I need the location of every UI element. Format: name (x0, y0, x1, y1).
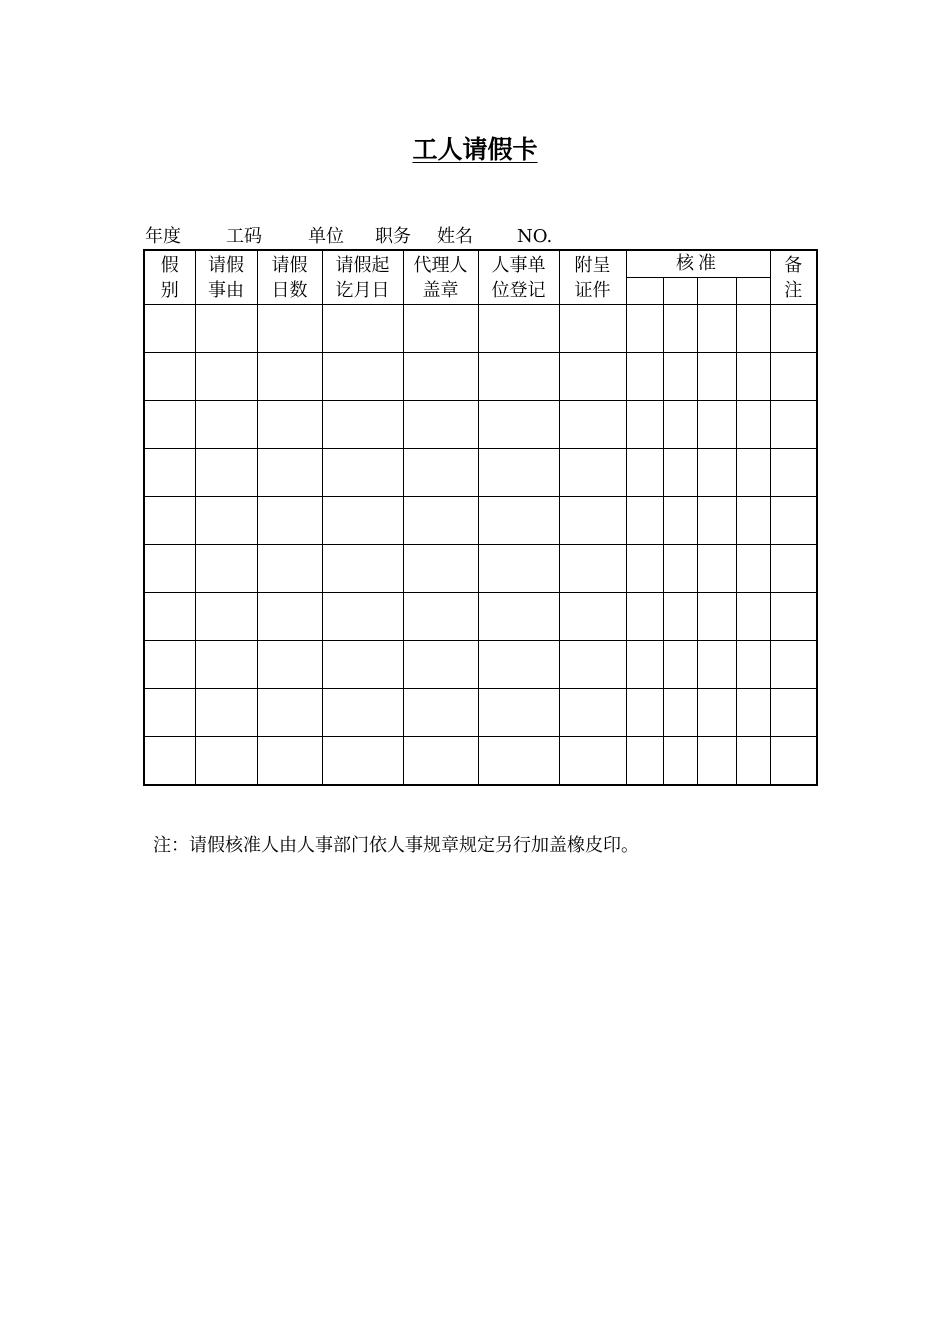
table-cell[interactable] (697, 641, 736, 689)
work-id-label: 工码 (226, 226, 262, 247)
approval-sub-cell (697, 278, 736, 305)
table-cell[interactable] (144, 737, 195, 786)
table-cell[interactable] (770, 401, 817, 449)
table-cell[interactable] (195, 593, 257, 641)
table-row (144, 353, 817, 401)
header-line: 代理人 (413, 255, 468, 276)
table-cell[interactable] (663, 689, 697, 737)
table-cell[interactable] (257, 737, 322, 786)
table-cell[interactable] (626, 593, 663, 641)
header-line: 请假 (208, 255, 244, 276)
header-line: 人事单 (491, 255, 546, 276)
table-row (144, 641, 817, 689)
table-cell[interactable] (257, 641, 322, 689)
table-cell[interactable] (403, 305, 478, 353)
table-cell[interactable] (770, 449, 817, 497)
table-cell[interactable] (663, 353, 697, 401)
unit-label: 单位 (308, 226, 344, 247)
header-approval: 核准 (626, 250, 770, 278)
header-proxy-seal (403, 250, 478, 305)
header-leave-days (257, 250, 322, 305)
table-cell[interactable] (478, 449, 559, 497)
table-cell[interactable] (403, 689, 478, 737)
table-cell[interactable] (195, 305, 257, 353)
table-cell[interactable] (144, 449, 195, 497)
table-cell[interactable] (736, 497, 770, 545)
table-cell[interactable] (322, 449, 403, 497)
table-cell[interactable] (195, 353, 257, 401)
table-cell[interactable] (663, 497, 697, 545)
table-cell[interactable] (144, 497, 195, 545)
table-cell[interactable] (663, 641, 697, 689)
table-cell[interactable] (559, 305, 626, 353)
name-label: 姓名 (437, 226, 473, 247)
table-cell[interactable] (770, 545, 817, 593)
table-cell[interactable] (770, 641, 817, 689)
approval-sub-cell (736, 278, 770, 305)
table-cell[interactable] (144, 401, 195, 449)
table-cell[interactable] (144, 353, 195, 401)
table-cell[interactable] (770, 305, 817, 353)
table-row (144, 737, 817, 786)
table-cell[interactable] (144, 593, 195, 641)
table-cell[interactable] (663, 305, 697, 353)
table-cell[interactable] (144, 641, 195, 689)
table-cell[interactable] (403, 353, 478, 401)
table-cell[interactable] (144, 689, 195, 737)
table-cell[interactable] (626, 545, 663, 593)
table-cell[interactable] (626, 689, 663, 737)
table-cell[interactable] (322, 401, 403, 449)
table-cell[interactable] (736, 401, 770, 449)
table-cell[interactable] (626, 305, 663, 353)
table-row (144, 497, 817, 545)
table-cell[interactable] (736, 449, 770, 497)
table-cell[interactable] (195, 449, 257, 497)
table-cell[interactable] (403, 593, 478, 641)
table-cell[interactable] (663, 593, 697, 641)
table-cell[interactable] (322, 353, 403, 401)
number-label: NO. (517, 226, 553, 247)
table-row (144, 593, 817, 641)
table-cell[interactable] (257, 593, 322, 641)
table-cell[interactable] (257, 353, 322, 401)
table-cell[interactable] (257, 449, 322, 497)
table-cell[interactable] (559, 641, 626, 689)
table-cell[interactable] (403, 497, 478, 545)
table-cell[interactable] (626, 449, 663, 497)
table-row (144, 689, 817, 737)
table-cell[interactable] (736, 305, 770, 353)
table-cell[interactable] (403, 449, 478, 497)
position-label: 职务 (375, 226, 411, 247)
approval-sub-cell (663, 278, 697, 305)
table-cell[interactable] (478, 545, 559, 593)
table-cell[interactable] (195, 641, 257, 689)
table-cell[interactable] (403, 545, 478, 593)
table-cell[interactable] (478, 593, 559, 641)
leave-table (143, 249, 818, 786)
table-cell[interactable] (663, 449, 697, 497)
table-cell[interactable] (257, 305, 322, 353)
header-line: 别 (160, 280, 179, 301)
table-cell[interactable] (559, 737, 626, 786)
table-cell[interactable] (736, 641, 770, 689)
table-body (144, 305, 817, 786)
table-cell[interactable] (478, 641, 559, 689)
table-cell[interactable] (626, 497, 663, 545)
table-cell[interactable] (626, 401, 663, 449)
table-cell[interactable] (663, 401, 697, 449)
header-line: 注 (784, 280, 803, 301)
footnote: 注：请假核准人由人事部门依人事规章规定另行加盖橡皮印。 (153, 835, 639, 856)
table-cell[interactable] (697, 497, 736, 545)
table-cell[interactable] (559, 593, 626, 641)
table-cell[interactable] (626, 353, 663, 401)
table-cell[interactable] (478, 689, 559, 737)
table-cell[interactable] (322, 497, 403, 545)
table-cell[interactable] (478, 305, 559, 353)
table-cell[interactable] (559, 545, 626, 593)
table-cell[interactable] (626, 641, 663, 689)
table-cell[interactable] (195, 497, 257, 545)
table-cell[interactable] (697, 737, 736, 786)
header-line: 备 (784, 255, 803, 276)
header-leave-dates (322, 250, 403, 305)
approval-sub-cell (626, 278, 663, 305)
header-line: 证件 (574, 280, 611, 301)
header-hr-registration (478, 250, 559, 305)
table-cell[interactable] (626, 737, 663, 786)
table-row (144, 305, 817, 353)
table-cell[interactable] (559, 689, 626, 737)
table-cell[interactable] (770, 497, 817, 545)
table-cell[interactable] (736, 545, 770, 593)
table-cell[interactable] (322, 593, 403, 641)
table-cell[interactable] (559, 401, 626, 449)
table-cell[interactable] (736, 737, 770, 786)
header-line: 事由 (208, 280, 244, 301)
table-cell[interactable] (257, 497, 322, 545)
table-cell[interactable] (257, 689, 322, 737)
table-cell[interactable] (697, 689, 736, 737)
table-cell[interactable] (195, 737, 257, 786)
table-cell[interactable] (697, 593, 736, 641)
table-cell[interactable] (195, 401, 257, 449)
table-cell[interactable] (257, 545, 322, 593)
table-cell[interactable] (697, 449, 736, 497)
table-cell[interactable] (322, 545, 403, 593)
info-row (0, 225, 950, 249)
table-cell[interactable] (478, 737, 559, 786)
table-cell[interactable] (770, 593, 817, 641)
header-line: 假 (160, 255, 179, 276)
header-line: 讫月日 (335, 280, 390, 301)
table-cell[interactable] (697, 401, 736, 449)
title-text: 工人请假卡 (412, 135, 538, 164)
table-row (144, 545, 817, 593)
header-line: 请假起 (335, 255, 390, 276)
table-cell[interactable] (144, 305, 195, 353)
header-attached-documents (559, 250, 626, 305)
table-cell[interactable] (559, 449, 626, 497)
table-cell[interactable] (195, 689, 257, 737)
page-title (0, 134, 950, 166)
table-cell[interactable] (559, 497, 626, 545)
table-cell[interactable] (736, 689, 770, 737)
table-cell[interactable] (403, 737, 478, 786)
table-cell[interactable] (663, 545, 697, 593)
table-cell[interactable] (478, 497, 559, 545)
table-cell[interactable] (697, 545, 736, 593)
table-cell[interactable] (322, 641, 403, 689)
table-cell[interactable] (403, 401, 478, 449)
header-line: 盖章 (422, 280, 459, 301)
table-cell[interactable] (697, 353, 736, 401)
header-line: 请假 (271, 255, 308, 276)
table-cell[interactable] (770, 689, 817, 737)
table-cell[interactable] (322, 305, 403, 353)
table-cell[interactable] (144, 545, 195, 593)
table-cell[interactable] (770, 737, 817, 786)
table-cell[interactable] (736, 353, 770, 401)
table-cell[interactable] (322, 689, 403, 737)
table-cell[interactable] (697, 305, 736, 353)
table-cell[interactable] (663, 737, 697, 786)
header-leave-type (144, 250, 195, 305)
table-row (144, 449, 817, 497)
table-cell[interactable] (403, 641, 478, 689)
table-cell[interactable] (770, 353, 817, 401)
header-leave-reason (195, 250, 257, 305)
table-cell[interactable] (195, 545, 257, 593)
table-cell[interactable] (257, 401, 322, 449)
table-cell[interactable] (559, 353, 626, 401)
header-remarks (770, 250, 817, 305)
year-label: 年度 (145, 226, 181, 247)
header-line: 日数 (271, 280, 308, 301)
table-cell[interactable] (478, 401, 559, 449)
table-row (144, 401, 817, 449)
header-line: 附呈 (574, 255, 611, 276)
table-cell[interactable] (478, 353, 559, 401)
header-line: 位登记 (491, 280, 546, 301)
header-row (144, 250, 817, 278)
table-cell[interactable] (736, 593, 770, 641)
table-cell[interactable] (322, 737, 403, 786)
